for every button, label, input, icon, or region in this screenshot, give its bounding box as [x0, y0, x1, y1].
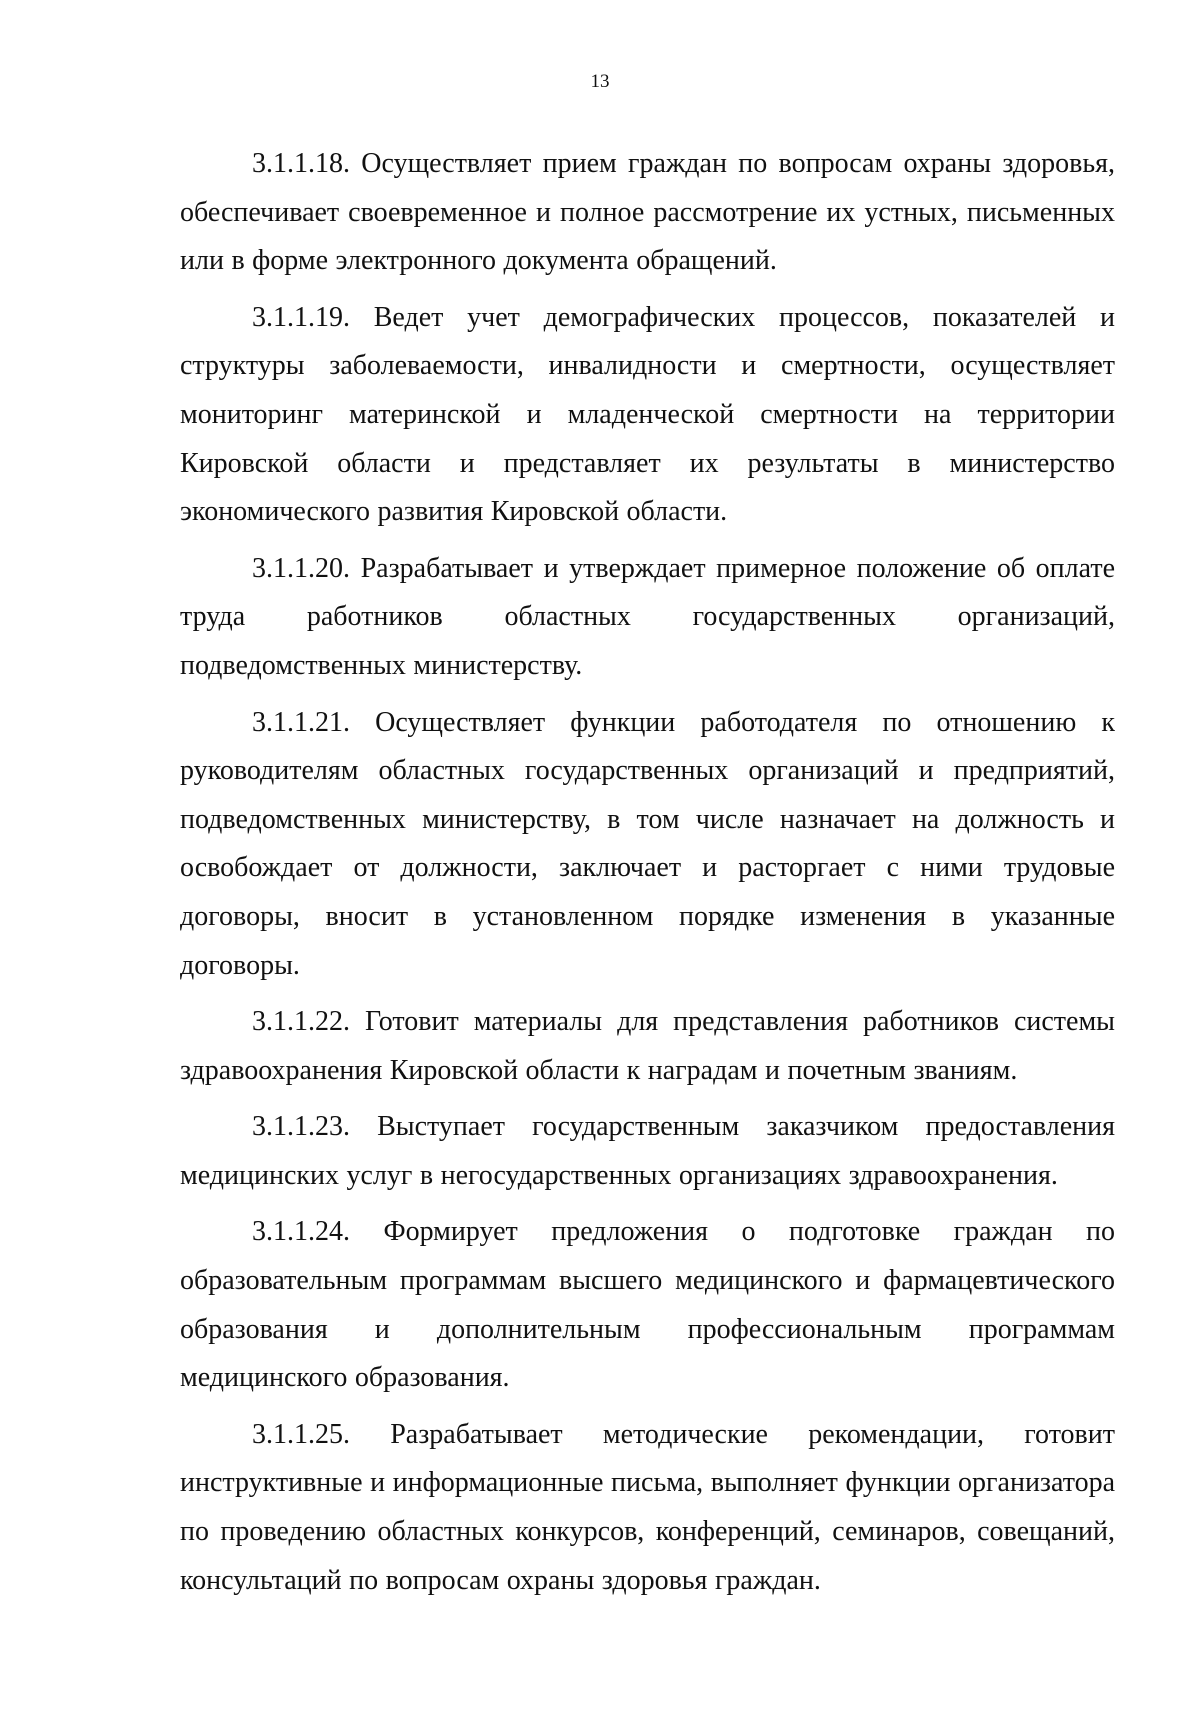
- document-body: [180, 140, 1115, 1605]
- paragraph-3-1-1-19: 3.1.1.19. Ведет учет демографических процессов, показателей и структуры заболеваемости, инвалидности и смертности, осуществляет мониторинг материнской и младенческой смертности на территории Кировской области и представляет их результаты в министерство экономического развития Кировской области.: [180, 301, 1115, 528]
- paragraph-3-1-1-23: 3.1.1.23. Выступает государственным заказчиком предоставления медицинских услуг в негосударственных организациях здравоохранения.: [180, 1111, 1115, 1191]
- paragraph-3-1-1-20: 3.1.1.20. Разрабатывает и утверждает примерное положение об оплате труда работников областных государственных организаций, подведомственных министерству.: [180, 552, 1115, 681]
- paragraph-3-1-1-18: 3.1.1.18. Осуществляет прием граждан по вопросам охраны здоровья, обеспечивает своевременное и полное рассмотрение их устных, письменных или в форме электронного документа обращений.: [180, 148, 1115, 277]
- paragraph-3-1-1-24: 3.1.1.24. Формирует предложения о подготовке граждан по образовательным программам высшего медицинского и фармацевтического образования и дополнительным профессиональным программам медицинского образования.: [180, 1216, 1115, 1394]
- page-number: 13: [590, 71, 610, 92]
- paragraph-3-1-1-22: 3.1.1.22. Готовит материалы для представления работников системы здравоохранения Кировской области к наградам и почетным званиям.: [180, 1006, 1115, 1086]
- paragraph-3-1-1-21: 3.1.1.21. Осуществляет функции работодателя по отношению к руководителям областных государственных организаций и предприятий, подведомственных министерству, в том числе назначает на должность и освобождает от должности, заключает и расторгает с ними трудовые договоры, вносит в установленном порядке изменения в указанные договоры.: [180, 706, 1115, 981]
- paragraph-3-1-1-25: 3.1.1.25. Разрабатывает методические рекомендации, готовит инструктивные и информационные письма, выполняет функции организатора по проведению областных конкурсов, конференций, семинаров, совещаний, консультаций по вопросам охраны здоровья граждан.: [180, 1418, 1115, 1596]
